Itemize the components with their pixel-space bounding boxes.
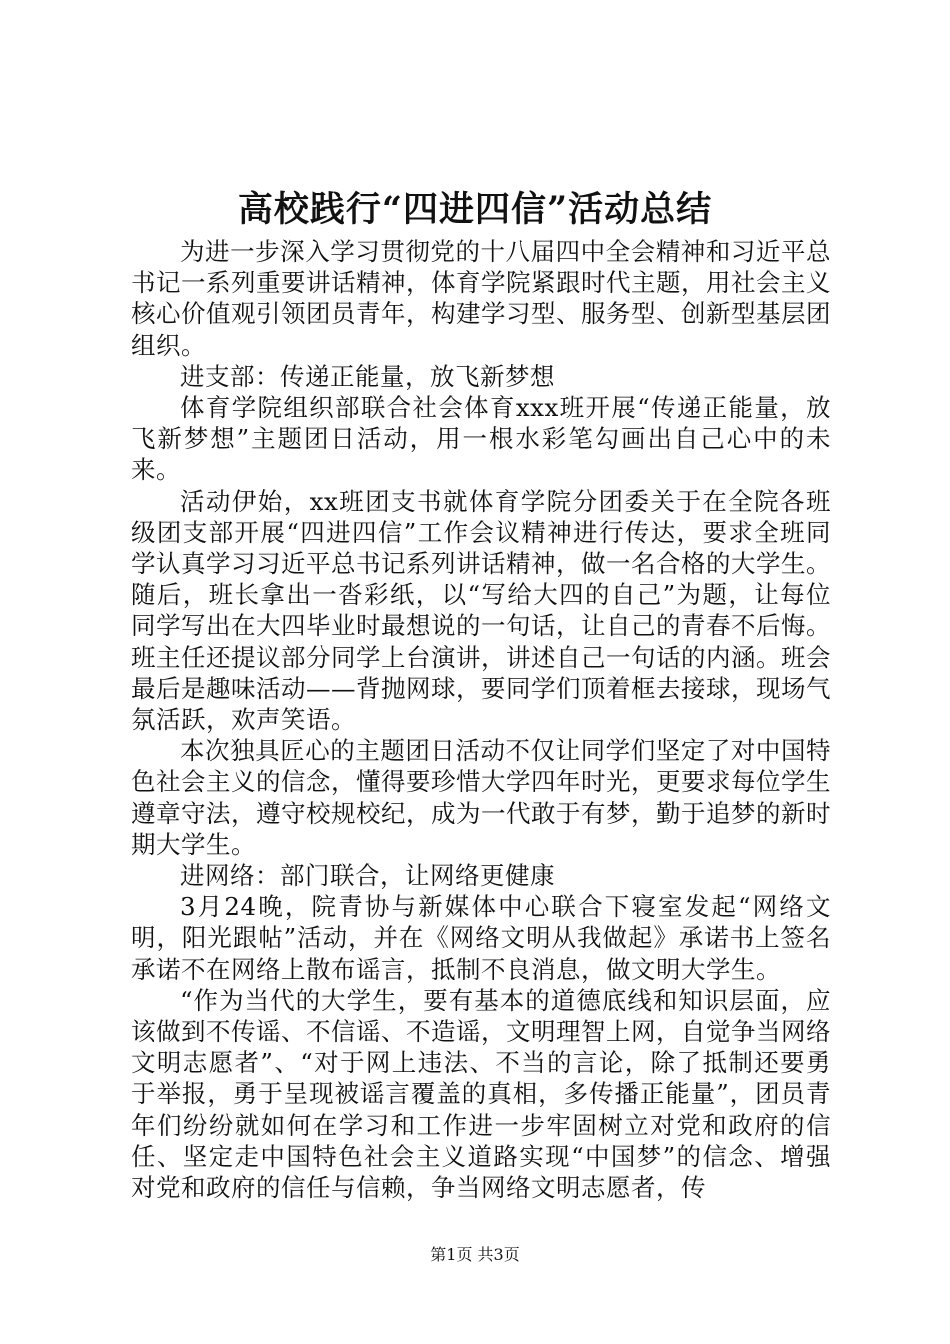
document-body [131, 236, 831, 1203]
section-heading-branch: 进支部：传递正能量，放飞新梦想 [180, 361, 555, 391]
paragraph: 3月24晚，院青协与新媒体中心联合下寝室发起“网络文明，阳光跟帖”活动，并在《网络文明从我做起》承诺书上签名承诺不在网络上散布谣言，抵制不良消息，做文明大学生。 [131, 892, 831, 984]
paragraph: 体育学院组织部联合社会体育xxx班开展“传递正能量，放飞新梦想”主题团日活动，用一根水彩笔勾画出自己心中的未来。 [131, 393, 831, 485]
section-heading-network: 进网络：部门联合，让网络更健康 [180, 861, 555, 891]
paragraph: 本次独具匠心的主题团日活动不仅让同学们坚定了对中国特色社会主义的信念，懂得要珍惜大学四年时光，更要求每位学生遵章守法，遵守校规校纪，成为一代敢于有梦，勤于追梦的新时期大学生。 [131, 736, 831, 859]
paragraph: 活动伊始，xx班团支书就体育学院分团委关于在全院各班级团支部开展“四进四信”工作会议精神进行传达，要求全班同学认真学习习近平总书记系列讲话精神，做一名合格的大学生。随后，班长拿出一沓彩纸，以“写给大四的自己”为题，让每位同学写出在大四毕业时最想说的一句话，让自己的青春不后悔。班主任还提议部分同学上台演讲，讲述自己一句话的内涵。班会最后是趣味活动——背抛网球，要同学们顶着框去接球，现场气氛活跃，欢声笑语。 [131, 486, 831, 735]
page-number-footer: 第1页 共3页 [430, 1245, 520, 1264]
document-title: 高校践行“四进四信”活动总结 [237, 189, 713, 230]
paragraph-intro: 为进一步深入学习贯彻党的十八届四中全会精神和习近平总书记一系列重要讲话精神，体育学院紧跟时代主题，用社会主义核心价值观引领团员青年，构建学习型、服务型、创新型基层团组织。 [131, 237, 831, 360]
paragraph: “作为当代的大学生，要有基本的道德底线和知识层面，应该做到不传谣、不信谣、不造谣，文明理智上网，自觉争当网络文明志愿者”、“对于网上违法、不当的言论，除了抵制还要勇于举报，勇于呈现被谣言覆盖的真相，多传播正能量”，团员青年们纷纷就如何在学习和工作进一步牢固树立对党和政府的信任、坚定走中国特色社会主义道路实现“中国梦”的信念、增强对党和政府的信任与信赖，争当网络文明志愿者，传 [131, 985, 831, 1203]
